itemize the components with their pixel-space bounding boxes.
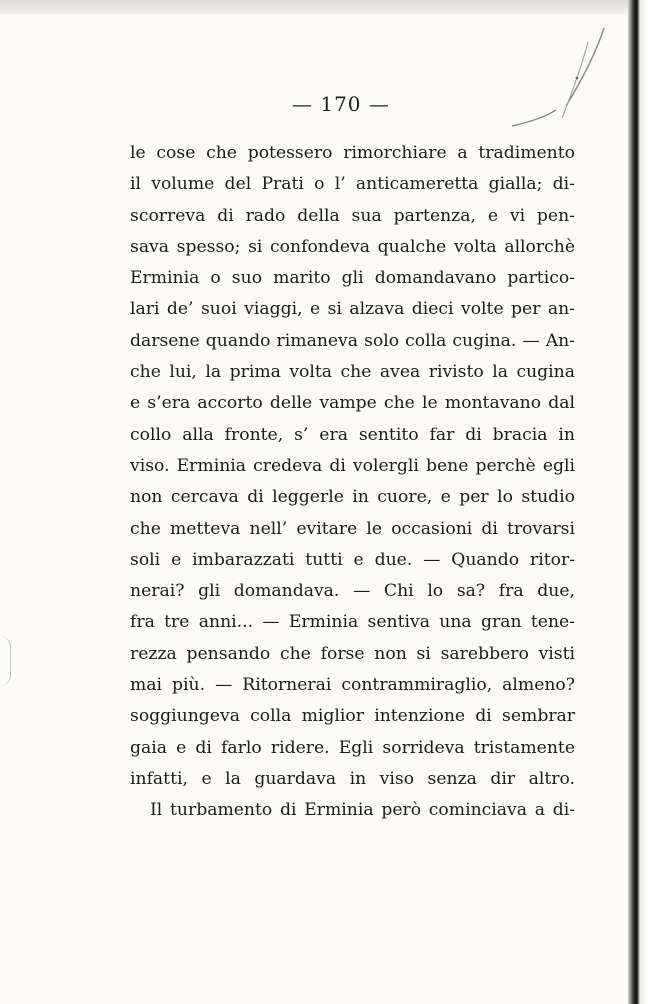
text-line: che lui, la prima volta che avea rivisto la cugina: [130, 362, 575, 383]
text-line: non cercava di leggerle in cuore, e per lo studio: [130, 487, 575, 508]
text-line: soli e imbarazzati tutti e due. — Quando ritor-: [130, 549, 575, 570]
page-binding-edge: [628, 0, 648, 1004]
text-line: Il turbamento di Erminia però cominciava a di-: [150, 800, 575, 821]
text-line: il volume del Prati o l’ anticameretta gialla; di-: [130, 174, 575, 195]
text-line: nerai? gli domandava. — Chi lo sa? fra due,: [130, 581, 575, 602]
text-line: che metteva nell’ evitare le occasioni di trovarsi: [130, 518, 575, 539]
pencil-mark-icon: [500, 20, 620, 130]
text-line: fra tre anni... — Erminia sentiva una gran tene-: [130, 612, 575, 633]
text-line: darsene quando rimaneva solo colla cugina. — An-: [130, 330, 575, 351]
text-line: collo alla fronte, s’ era sentito far di bracia in: [130, 424, 575, 445]
text-line: soggiungeva colla miglior intenzione di sembrar: [130, 706, 575, 727]
page-left-curl: [0, 636, 11, 686]
text-line: e s’era accorto delle vampe che le montavano dal: [130, 393, 575, 414]
text-line: gaia e di farlo ridere. Egli sorrideva tristamente: [130, 737, 575, 758]
text-line: rezza pensando che forse non si sarebbero visti: [130, 643, 575, 664]
page-number: — 170 —: [292, 92, 390, 116]
text-line: mai più. — Ritornerai contrammiraglio, almeno?: [130, 675, 575, 696]
text-line: infatti, e la guardava in viso senza dir altro.: [130, 768, 575, 789]
text-line: le cose che potessero rimorchiare a tradimento: [130, 143, 575, 163]
text-line: viso. Erminia credeva di volergli bene perchè egli: [130, 455, 575, 476]
text-line: scorreva di rado della sua partenza, e vi pen-: [130, 205, 575, 226]
text-line: sava spesso; si confondeva qualche volta allorchè: [130, 236, 575, 257]
text-line: lari de’ suoi viaggi, e si alzava dieci volte per an-: [130, 299, 575, 320]
page-top-edge: [0, 0, 648, 14]
body-text: [130, 138, 575, 827]
text-line: Erminia o suo marito gli domandavano partico-: [130, 268, 575, 289]
